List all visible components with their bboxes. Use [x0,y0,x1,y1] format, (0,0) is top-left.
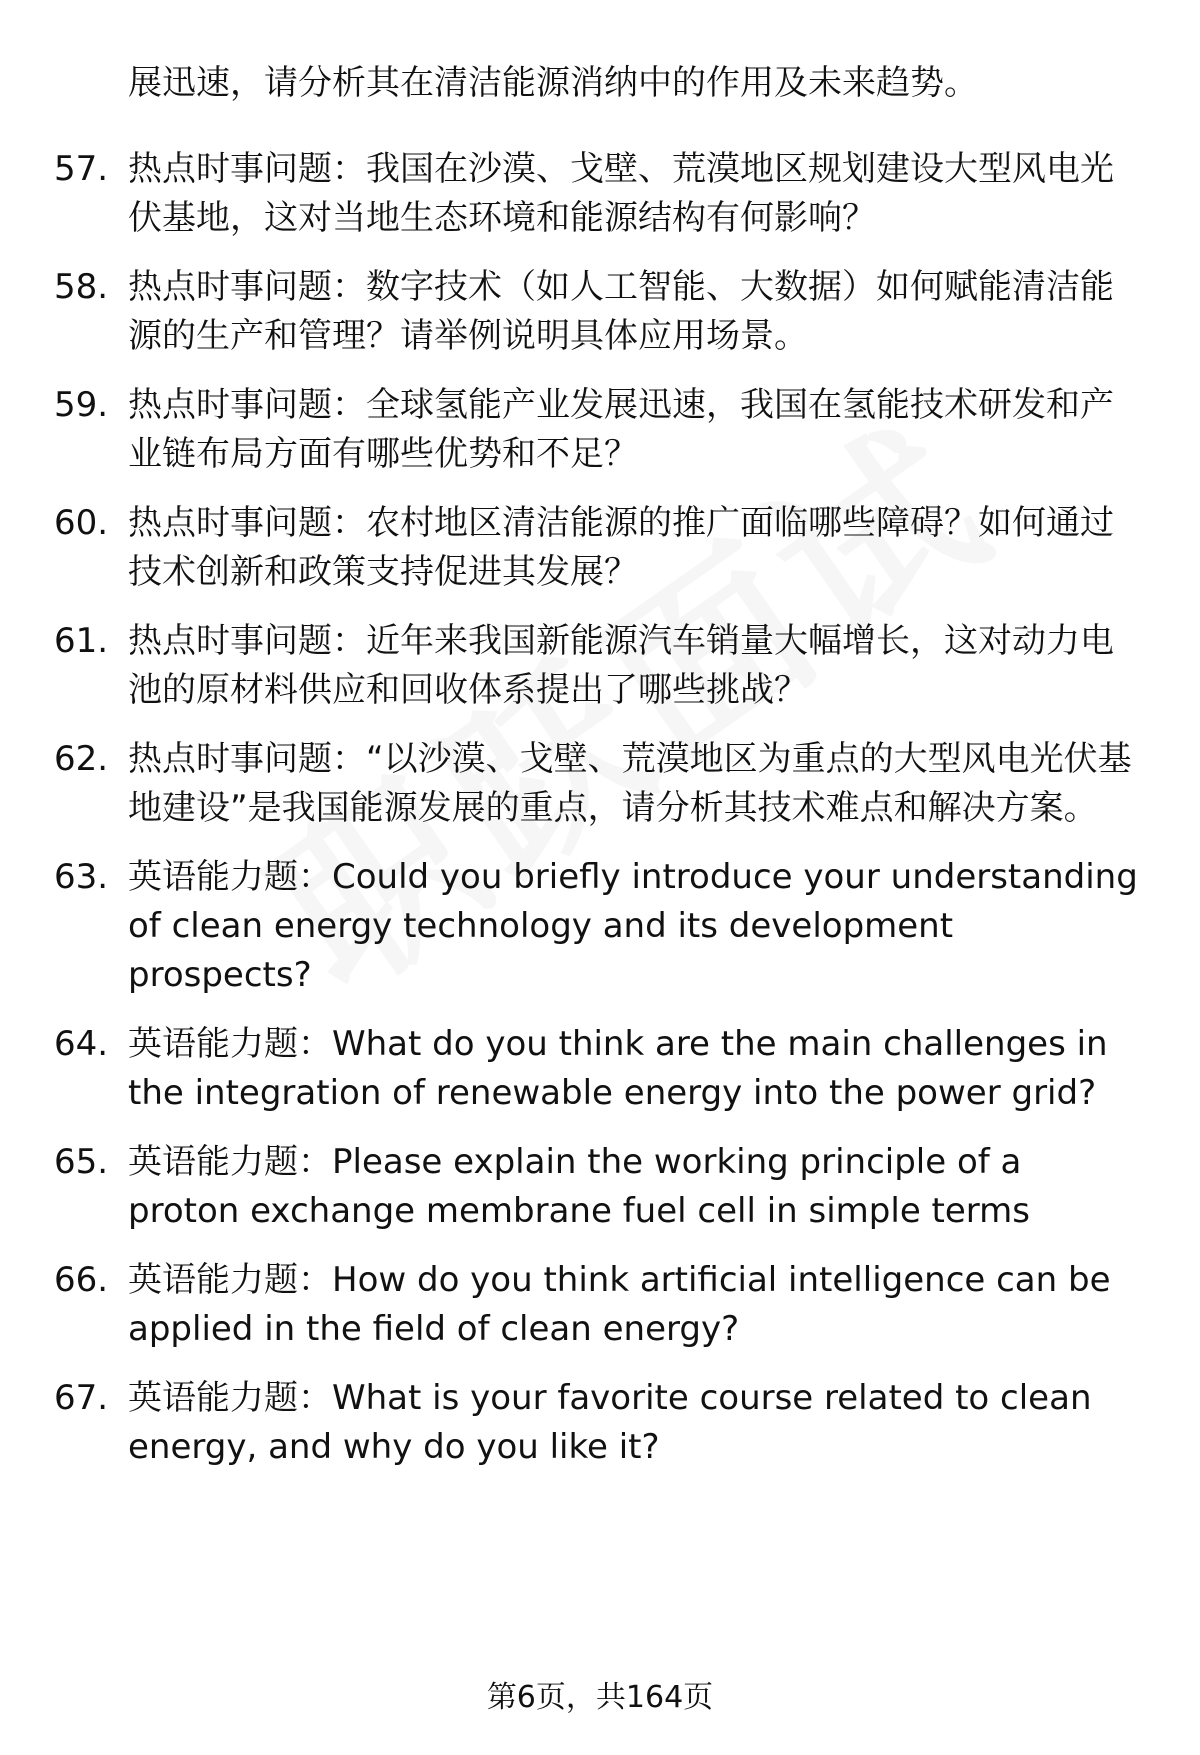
page-footer: 第6页，共164页 [486,1680,714,1715]
question-text: 英语能力题：Please explain the working principle of a proton exchange membrane fuel cell in simple terms [128,1142,1031,1231]
question-number: 62. [54,739,109,779]
question-number: 67. [54,1378,109,1418]
question-item [0,499,1200,597]
question-text: 英语能力题：Could you briefly introduce your understanding of clean energy technology and its development prospects? [128,857,1138,995]
question-text: 热点时事问题：“以沙漠、戈壁、荒漠地区为重点的大型风电光伏基地建设”是我国能源发展的重点，请分析其技术难点和解决方案。 [128,739,1132,828]
question-number: 61. [54,621,109,661]
question-text: 热点时事问题：全球氢能产业发展迅速，我国在氢能技术研发和产业链布局方面有哪些优势和不足？ [128,385,1114,474]
question-item [0,735,1200,833]
question-text: 热点时事问题：近年来我国新能源汽车销量大幅增长，这对动力电池的原材料供应和回收体系提出了哪些挑战？ [128,621,1114,710]
question-item [0,263,1200,361]
question-text: 英语能力题：What do you think are the main challenges in the integration of renewable energy into the power grid? [128,1024,1108,1113]
question-number: 57. [54,149,109,189]
question-item [0,1138,1200,1236]
question-number: 63. [54,857,109,897]
question-item [0,1256,1200,1354]
question-text: 热点时事问题：农村地区清洁能源的推广面临哪些障碍？如何通过技术创新和政策支持促进其发展？ [128,503,1114,592]
question-text: 热点时事问题：我国在沙漠、戈壁、荒漠地区规划建设大型风电光伏基地，这对当地生态环境和能源结构有何影响？ [128,149,1114,238]
question-item [0,853,1200,1000]
question-number: 58. [54,267,109,307]
question-text: 英语能力题：What is your favorite course related to clean energy, and why do you like it? [128,1378,1092,1467]
question-item [0,617,1200,715]
question-item [0,1374,1200,1472]
question-number: 59. [54,385,109,425]
question-item [0,145,1200,243]
question-number: 64. [54,1024,109,1064]
question-text: 热点时事问题：数字技术（如人工智能、大数据）如何赋能清洁能源的生产和管理？请举例说明具体应用场景。 [128,267,1114,356]
question-number: 66. [54,1260,109,1300]
question-number: 65. [54,1142,109,1182]
question-number: 60. [54,503,109,543]
question-item [0,1020,1200,1118]
continuation-text: 展迅速，请分析其在清洁能源消纳中的作用及未来趋势。 [128,63,978,103]
question-text: 英语能力题：How do you think artificial intelligence can be applied in the field of clean energy? [128,1260,1111,1349]
question-item [0,381,1200,479]
question-list [0,145,1200,1472]
